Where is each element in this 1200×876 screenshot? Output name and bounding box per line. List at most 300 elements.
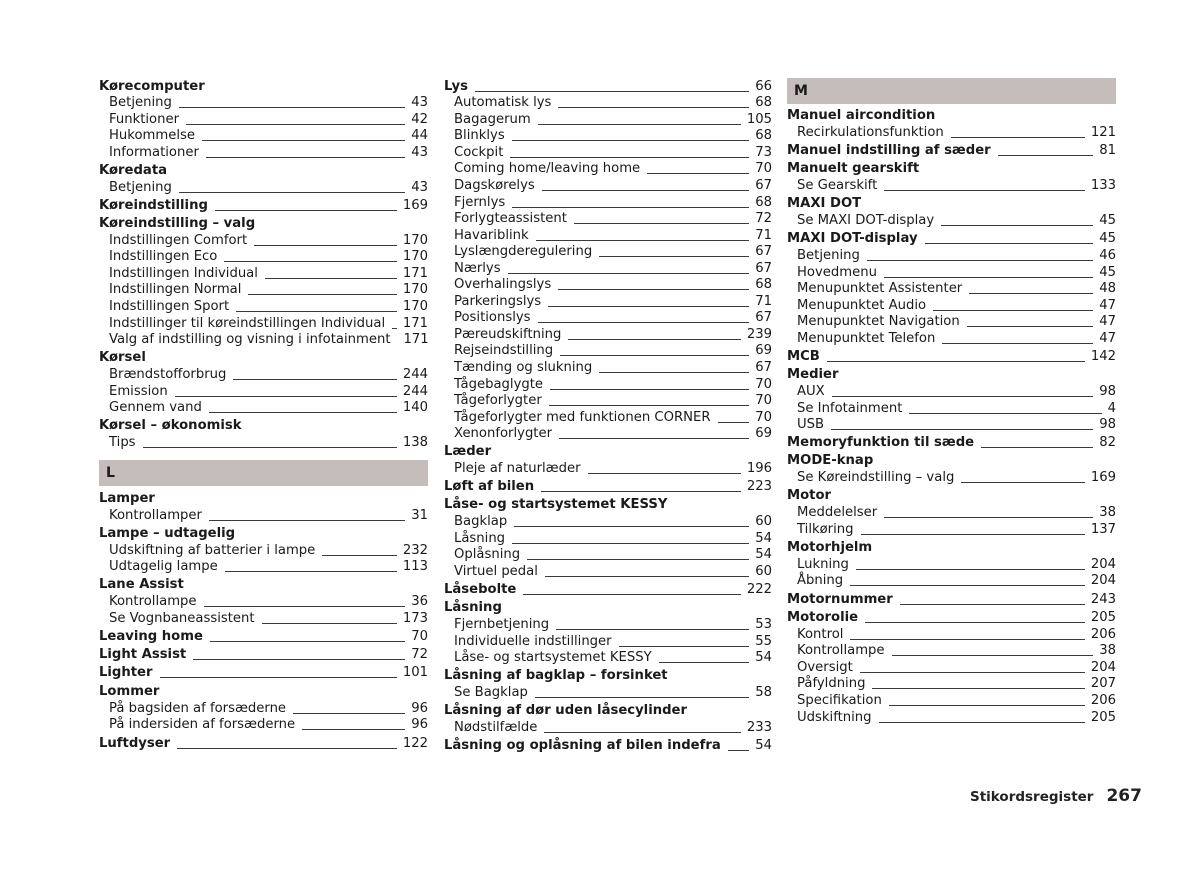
entry-page-number: 142 (1090, 349, 1116, 364)
index-subentry (787, 708, 1116, 725)
leader-line (558, 289, 749, 290)
entry-label: Se MAXI DOT-display (797, 213, 935, 228)
leader-line (508, 273, 750, 274)
index-entry (787, 486, 1116, 503)
leader-line (175, 396, 397, 397)
index-entry (444, 736, 772, 753)
index-subentry (444, 683, 772, 700)
entry-page-number: 71 (755, 294, 772, 309)
entry-label: Havariblink (454, 228, 529, 243)
entry-page-number: 170 (402, 299, 428, 314)
entry-label: Låse- og startsystemet KESSY (444, 497, 668, 512)
index-entry (99, 645, 428, 662)
entry-label: Memoryfunktion til sæde (787, 435, 975, 450)
entry-page-number: 233 (746, 720, 772, 735)
index-subentry (787, 246, 1116, 263)
entry-label: Tågebaglygte (454, 377, 544, 392)
entry-label: Kontrollamper (109, 508, 202, 523)
entry-page-number: 173 (402, 611, 428, 626)
index-entry (99, 214, 428, 231)
entry-page-number: 140 (402, 400, 428, 415)
leader-line (969, 293, 1093, 294)
index-subentry (787, 279, 1116, 296)
entry-label: Indstillingen Comfort (109, 233, 248, 248)
entry-page-number: 244 (402, 367, 428, 382)
index-subentry (787, 312, 1116, 329)
entry-label: Forlygteassistent (454, 211, 567, 226)
index-subentry (99, 715, 428, 732)
entry-label: Fjernlys (454, 195, 506, 210)
entry-page-number: 232 (402, 543, 428, 558)
entry-label: Lighter (99, 665, 153, 680)
entry-label: Se Køreindstilling – valg (797, 470, 955, 485)
entry-page-number: 44 (411, 128, 428, 143)
leader-line (224, 261, 396, 262)
index-subentry (787, 625, 1116, 642)
index-subentry (444, 718, 772, 735)
entry-page-number: 53 (755, 617, 772, 632)
entry-label: Menupunktet Navigation (797, 314, 960, 329)
entry-label: Motor (787, 488, 832, 503)
entry-label: Tågeforlygter (454, 393, 542, 408)
section-letter-header: M (787, 78, 1116, 104)
leader-line (535, 697, 749, 698)
index-entry (99, 734, 428, 751)
footer-section-title: Stikordsregister (970, 789, 1094, 805)
leader-line (514, 526, 749, 527)
entry-label: Løft af bilen (444, 479, 535, 494)
entry-page-number: 81 (1099, 143, 1116, 158)
leader-line (542, 190, 749, 191)
entry-page-number: 70 (755, 377, 772, 392)
index-subentry (444, 259, 772, 276)
index-subentry (444, 325, 772, 342)
entry-label: Recirkulationsfunktion (797, 125, 944, 140)
leader-line (179, 107, 405, 108)
entry-label: Indstillingen Individual (109, 266, 258, 281)
leader-line (248, 294, 396, 295)
index-subentry (444, 615, 772, 632)
entry-label: Indstillingen Normal (109, 282, 242, 297)
entry-page-number: 31 (411, 508, 428, 523)
entry-page-number: 38 (1099, 643, 1116, 658)
entry-page-number: 113 (402, 559, 428, 574)
entry-label: Udskiftning (797, 710, 872, 725)
index-subentry (444, 110, 772, 127)
entry-label: Lamper (99, 491, 155, 506)
entry-label: Betjening (109, 180, 172, 195)
entry-page-number: 239 (746, 327, 772, 342)
entry-page-number: 70 (755, 393, 772, 408)
leader-line (568, 339, 740, 340)
leader-line (728, 750, 749, 751)
entry-label: Oversigt (797, 660, 853, 675)
index-subentry (787, 520, 1116, 537)
entry-page-number: 67 (755, 244, 772, 259)
entry-label: Kontrollampe (109, 594, 197, 609)
entry-page-number: 54 (755, 547, 772, 562)
entry-page-number: 205 (1090, 710, 1116, 725)
leader-line (177, 748, 397, 749)
leader-line (548, 306, 749, 307)
entry-page-number: 36 (411, 594, 428, 609)
index-subentry (787, 468, 1116, 485)
index-subentry (99, 506, 428, 523)
index-subentry (444, 391, 772, 408)
leader-line (202, 140, 405, 141)
index-subentry (444, 308, 772, 325)
entry-label: På indersiden af forsæderne (109, 717, 296, 732)
index-entry (444, 477, 772, 494)
index-entry (99, 196, 428, 213)
entry-label: Bagagerum (454, 112, 531, 127)
entry-label: Kørecomputer (99, 79, 205, 94)
entry-page-number: 222 (746, 582, 772, 597)
index-subentry (99, 110, 428, 127)
leader-line (392, 328, 397, 329)
leader-line (981, 447, 1093, 448)
entry-label: MAXI DOT-display (787, 231, 918, 246)
leader-line (541, 491, 741, 492)
index-subentry (787, 674, 1116, 691)
index-subentry (99, 143, 428, 160)
index-entry (787, 590, 1116, 607)
entry-label: Virtuel pedal (454, 564, 538, 579)
leader-line (538, 124, 741, 125)
leader-line (925, 243, 1094, 244)
index-subentry (99, 330, 428, 347)
leader-line (209, 520, 405, 521)
index-entry (99, 682, 428, 699)
entry-label: Låsning og oplåsning af bilen indefra (444, 738, 721, 753)
index-subentry (99, 126, 428, 143)
entry-label: Tips (109, 435, 136, 450)
index-entry (787, 347, 1116, 364)
index-entry (99, 575, 428, 592)
index-subentry (444, 209, 772, 226)
leader-line (558, 107, 749, 108)
leader-line (322, 555, 397, 556)
leader-line (900, 604, 1085, 605)
index-subentry (787, 399, 1116, 416)
index-subentry (444, 408, 772, 425)
entry-page-number: 244 (402, 384, 428, 399)
index-subentry (444, 159, 772, 176)
leader-line (254, 245, 397, 246)
leader-line (265, 278, 397, 279)
entry-label: Kontrollampe (797, 643, 885, 658)
leader-line (933, 310, 1093, 311)
entry-label: Se Vognbaneassistent (109, 611, 255, 626)
entry-page-number: 133 (1090, 178, 1116, 193)
index-entry (787, 141, 1116, 158)
entry-page-number: 70 (755, 161, 772, 176)
entry-page-number: 204 (1090, 557, 1116, 572)
entry-label: Meddelelser (797, 505, 878, 520)
entry-label: Kørsel – økonomisk (99, 418, 242, 433)
entry-page-number: 70 (411, 629, 428, 644)
leader-line (884, 517, 1093, 518)
entry-page-number: 98 (1099, 384, 1116, 399)
entry-page-number: 38 (1099, 505, 1116, 520)
entry-label: Læder (444, 444, 492, 459)
index-entry (444, 442, 772, 459)
entry-label: Positionslys (454, 310, 531, 325)
leader-line (225, 571, 397, 572)
leader-line (193, 659, 405, 660)
leader-line (179, 192, 405, 193)
entry-label: Låsebolte (444, 582, 517, 597)
leader-line (160, 677, 397, 678)
index-subentry (444, 648, 772, 665)
entry-page-number: 45 (1099, 231, 1116, 246)
index-entry (787, 433, 1116, 450)
entry-page-number: 68 (755, 277, 772, 292)
entry-page-number: 170 (402, 282, 428, 297)
leader-line (659, 662, 750, 663)
index-entry (787, 608, 1116, 625)
entry-page-number: 68 (755, 195, 772, 210)
entry-label: Motornummer (787, 592, 893, 607)
index-subentry (444, 358, 772, 375)
index-subentry (787, 211, 1116, 228)
entry-label: Køreindstilling (99, 198, 208, 213)
entry-page-number: 66 (755, 79, 772, 94)
leader-line (856, 569, 1085, 570)
entry-page-number: 45 (1099, 213, 1116, 228)
leader-line (832, 396, 1094, 397)
leader-line (942, 343, 1093, 344)
leader-line (574, 223, 749, 224)
entry-label: Lys (444, 79, 468, 94)
index-subentry (444, 529, 772, 546)
entry-label: Låse- og startsystemet KESSY (454, 650, 652, 665)
entry-page-number: 206 (1090, 627, 1116, 642)
index-subentry (444, 459, 772, 476)
index-subentry (99, 297, 428, 314)
leader-line (475, 91, 749, 92)
leader-line (293, 713, 405, 714)
index-entry (99, 524, 428, 541)
entry-label: Individuelle indstillinger (454, 634, 612, 649)
index-subentry (787, 658, 1116, 675)
index-subentry (444, 375, 772, 392)
entry-page-number: 60 (755, 514, 772, 529)
leader-line (889, 705, 1085, 706)
entry-label: Rejseindstilling (454, 343, 554, 358)
entry-page-number: 71 (755, 228, 772, 243)
entry-label: Coming home/leaving home (454, 161, 641, 176)
entry-label: Pæreudskiftning (454, 327, 562, 342)
entry-label: Manuel aircondition (787, 108, 936, 123)
entry-label: Automatisk lys (454, 95, 552, 110)
index-subentry (99, 264, 428, 281)
entry-page-number: 73 (755, 145, 772, 160)
leader-line (861, 534, 1085, 535)
index-subentry (99, 247, 428, 264)
entry-page-number: 47 (1099, 331, 1116, 346)
leader-line (884, 190, 1085, 191)
entry-label: Lane Assist (99, 577, 184, 592)
leader-line (262, 623, 397, 624)
index-entry (444, 580, 772, 597)
entry-page-number: 54 (755, 738, 772, 753)
entry-label: Gennem vand (109, 400, 202, 415)
index-subentry (99, 541, 428, 558)
entry-page-number: 60 (755, 564, 772, 579)
leader-line (210, 641, 405, 642)
entry-page-number: 169 (1090, 470, 1116, 485)
entry-page-number: 47 (1099, 314, 1116, 329)
index-subentry (99, 178, 428, 195)
entry-page-number: 72 (755, 211, 772, 226)
entry-label: USB (797, 417, 825, 432)
index-entry (787, 194, 1116, 211)
entry-page-number: 196 (746, 461, 772, 476)
index-entry (787, 229, 1116, 246)
entry-label: Dagskørelys (454, 178, 535, 193)
entry-label: Kontrol (797, 627, 844, 642)
entry-label: Nærlys (454, 261, 501, 276)
leader-line (527, 559, 749, 560)
entry-label: Parkeringslys (454, 294, 542, 309)
entry-label: På bagsiden af forsæderne (109, 701, 287, 716)
leader-line (884, 277, 1093, 278)
index-subentry (99, 557, 428, 574)
entry-label: Lampe – udtagelig (99, 526, 236, 541)
entry-page-number: 67 (755, 310, 772, 325)
leader-line (892, 655, 1094, 656)
entry-label: Betjening (797, 248, 860, 263)
index-entry (444, 701, 772, 718)
index-subentry (99, 280, 428, 297)
index-subentry (444, 176, 772, 193)
index-subentry (99, 382, 428, 399)
entry-label: Låsning (444, 600, 502, 615)
index-entry (444, 495, 772, 512)
leader-line (186, 124, 405, 125)
index-entry (787, 159, 1116, 176)
entry-page-number: 96 (411, 717, 428, 732)
leader-line (209, 412, 397, 413)
entry-label: Manuelt gearskift (787, 161, 920, 176)
entry-label: Motorhjelm (787, 540, 873, 555)
leader-line (512, 207, 749, 208)
page-footer (970, 786, 1142, 806)
entry-label: Se Bagklap (454, 685, 528, 700)
entry-page-number: 67 (755, 261, 772, 276)
entry-label: Lyslængderegulering (454, 244, 593, 259)
index-subentry (99, 699, 428, 716)
entry-label: Bagklap (454, 514, 508, 529)
entry-label: Lukning (797, 557, 849, 572)
entry-page-number: 47 (1099, 298, 1116, 313)
leader-line (523, 594, 740, 595)
entry-label: Tænding og slukning (454, 360, 593, 375)
index-subentry (444, 226, 772, 243)
index-entry (787, 451, 1116, 468)
entry-page-number: 205 (1090, 610, 1116, 625)
index-subentry (787, 296, 1116, 313)
entry-page-number: 206 (1090, 693, 1116, 708)
index-subentry (444, 275, 772, 292)
index-subentry (99, 592, 428, 609)
leader-line (967, 326, 1094, 327)
entry-label: Cockpit (454, 145, 504, 160)
entry-page-number: 45 (1099, 265, 1116, 280)
entry-label: Light Assist (99, 647, 187, 662)
entry-label: MCB (787, 349, 820, 364)
index-subentry (99, 314, 428, 331)
leader-line (867, 260, 1093, 261)
entry-page-number: 204 (1090, 660, 1116, 675)
entry-page-number: 101 (402, 665, 428, 680)
entry-page-number: 121 (1090, 125, 1116, 140)
entry-page-number: 105 (746, 112, 772, 127)
entry-page-number: 98 (1099, 417, 1116, 432)
index-entry (444, 77, 772, 94)
leader-line (619, 646, 750, 647)
index-subentry (787, 382, 1116, 399)
entry-page-number: 46 (1099, 248, 1116, 263)
leader-line (559, 438, 749, 439)
entry-page-number: 96 (411, 701, 428, 716)
entry-label: Låsning af dør uden låsecylinder (444, 703, 687, 718)
index-subentry (444, 545, 772, 562)
entry-page-number: 171 (402, 316, 428, 331)
leader-line (512, 543, 749, 544)
index-subentry (787, 555, 1116, 572)
leader-line (233, 379, 396, 380)
index-entry (99, 348, 428, 365)
index-subentry (99, 433, 428, 450)
leader-line (647, 173, 749, 174)
entry-page-number: 72 (411, 647, 428, 662)
entry-label: AUX (797, 384, 825, 399)
leader-line (204, 606, 406, 607)
leader-line (850, 585, 1085, 586)
entry-label: Menupunktet Audio (797, 298, 927, 313)
leader-line (302, 729, 405, 730)
entry-page-number: 67 (755, 360, 772, 375)
entry-page-number: 207 (1090, 676, 1116, 691)
entry-label: Motorolie (787, 610, 859, 625)
entry-page-number: 48 (1099, 281, 1116, 296)
leader-line (143, 447, 397, 448)
leader-line (860, 672, 1085, 673)
leader-line (545, 576, 749, 577)
entry-label: Hukommelse (109, 128, 195, 143)
entry-label: Tågeforlygter med funktionen CORNER (454, 410, 711, 425)
entry-label: Tilkøring (797, 522, 854, 537)
index-subentry (99, 609, 428, 626)
entry-label: Udtagelig lampe (109, 559, 218, 574)
entry-page-number: 54 (755, 650, 772, 665)
index-subentry (444, 143, 772, 160)
entry-label: Leaving home (99, 629, 203, 644)
entry-label: MAXI DOT (787, 196, 862, 211)
index-entry (787, 538, 1116, 555)
entry-label: Låsning af bagklap – forsinket (444, 668, 668, 683)
entry-page-number: 138 (402, 435, 428, 450)
entry-label: Se Infotainment (797, 401, 903, 416)
index-subentry (444, 93, 772, 110)
index-subentry (444, 512, 772, 529)
leader-line (556, 629, 749, 630)
leader-line (206, 157, 405, 158)
entry-page-number: 171 (402, 266, 428, 281)
leader-line (560, 355, 749, 356)
